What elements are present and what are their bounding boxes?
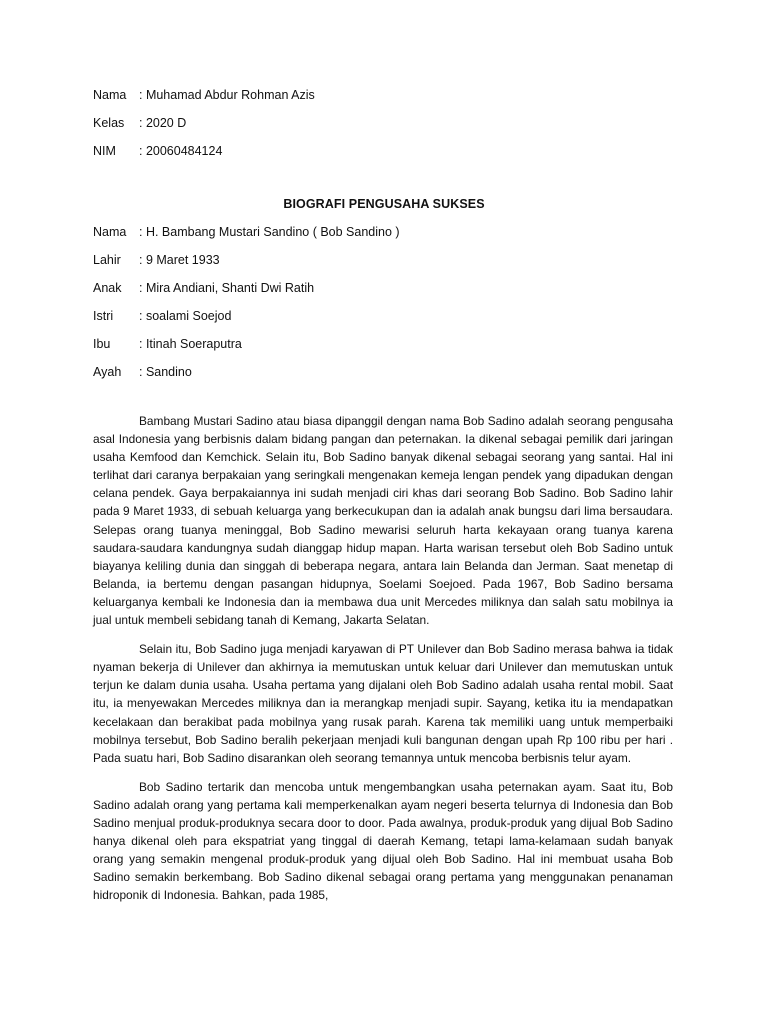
field-label: NIM [93,144,116,158]
field-label: Nama [93,88,127,102]
paragraph: Bambang Mustari Sadino atau biasa dipanggil dengan nama Bob Sadino adalah seorang pengusaha asal Indonesia yang berbisnis dalam bidang pangan dan peternakan. Ia dikenal sebagai pemilik dari jaringan usaha Kemfood dan Kemchick. Selain itu, Bob Sadino banyak dikenal sebagai seorang yang santai. Hal ini terlihat dari caranya berpakaian yang seringkali mengenakan kemeja lengan pendek yang dipadukan dengan celana pendek. Gaya berpakaiannya ini sudah menjadi ciri khas dari seorang Bob Sadino. Bob Sadino lahir pada 9 Maret 1933, di sebuah keluarga yang berkecukupan dan ia adalah anak bungsu dari lima bersaudara. Selepas orang tuanya meninggal, Bob Sadino mewarisi seluruh harta kekayaan orang tuanya karena saudara-saudara kandungnya sudah dianggap hidup mapan. Harta warisan tersebut oleh Bob Sadino untuk biayanya keliling dunia dan singgah di beberapa negara, antara lain Belanda dan Jerman. Saat menetap di Belanda, ia bertemu dengan pasangan hidupnya, Soelami Soejoed. Pada 1967, Bob Sadino bersama keluarganya kembali ke Indonesia dan ia membawa dua unit Mercedes miliknya dan salah satu mobilnya ia jual untuk membeli sebidang tanah di Kemang, Jakarta Selatan. [93,414,673,628]
bio-info [93,223,400,391]
bio-mother-row [93,335,400,363]
student-class-row [93,114,315,142]
field-label: Lahir [93,253,121,267]
field-value: : 20060484124 [139,144,223,158]
student-name-row [93,86,315,114]
field-value: : 2020 D [139,116,187,130]
bio-name-row [93,223,400,251]
field-label: Istri [93,309,114,323]
field-label: Anak [93,281,122,295]
field-value: : Mira Andiani, Shanti Dwi Ratih [139,281,315,295]
bio-children-row [93,279,400,307]
biography-body [93,412,673,915]
field-label: Ibu [93,337,111,351]
bio-birth-row [93,251,400,279]
student-info [93,86,315,170]
field-label: Ayah [93,365,122,379]
paragraph: Selain itu, Bob Sadino juga menjadi karyawan di PT Unilever dan Bob Sadino merasa bahwa ia tidak nyaman bekerja di Unilever dan akhirnya ia memutuskan untuk keluar dari Unilever dan memutuskan untuk terjun ke dalam dunia usaha. Usaha pertama yang dijalani oleh Bob Sadino adalah usaha rental mobil. Saat itu, ia menyewakan Mercedes miliknya dan ia merangkap menjadi supir. Sayang, ketika itu ia mendapatkan kecelakaan dan berakibat pada mobilnya yang rusak parah. Karena tak memiliki uang untuk memperbaiki mobilnya tersebut, Bob Sadino beralih pekerjaan menjadi kuli bangunan dengan upah Rp 100 ribu per hari . Pada suatu hari, Bob Sadino disarankan oleh seorang temannya untuk mencoba berbisnis telur ayam. [93,642,673,765]
field-value: : H. Bambang Mustari Sandino ( Bob Sandino ) [139,225,400,239]
field-label: Kelas [93,116,125,130]
bio-wife-row [93,307,400,335]
field-value: : 9 Maret 1933 [139,253,220,267]
field-label: Nama [93,225,127,239]
field-value: : Sandino [139,365,192,379]
field-value: : Itinah Soeraputra [139,337,242,351]
field-value: : Muhamad Abdur Rohman Azis [139,88,315,102]
student-nim-row [93,142,315,170]
paragraph: Bob Sadino tertarik dan mencoba untuk mengembangkan usaha peternakan ayam. Saat itu, Bob Sadino adalah orang yang pertama kali memperkenalkan ayam negeri beserta telurnya di Indonesia dan Bob Sadino menjual produk-produknya secara door to door. Pada awalnya, produk-produk yang dijual Bob Sadino hanya dikenal oleh para ekspatriat yang tinggal di daerah Kemang, tetapi lama-kelamaan sudah banyak orang yang semakin mengenal produk-produk yang dijual oleh Bob Sadino. Hal ini membuat usaha Bob Sadino semakin berkembang. Bob Sadino dikenal sebagai orang pertama yang menggunakan penanaman hidroponik di Indonesia. Bahkan, pada 1985, [93,779,673,903]
field-value: : soalami Soejod [139,309,232,323]
bio-father-row [93,363,400,391]
document-title: BIOGRAFI PENGUSAHA SUKSES [283,197,485,211]
